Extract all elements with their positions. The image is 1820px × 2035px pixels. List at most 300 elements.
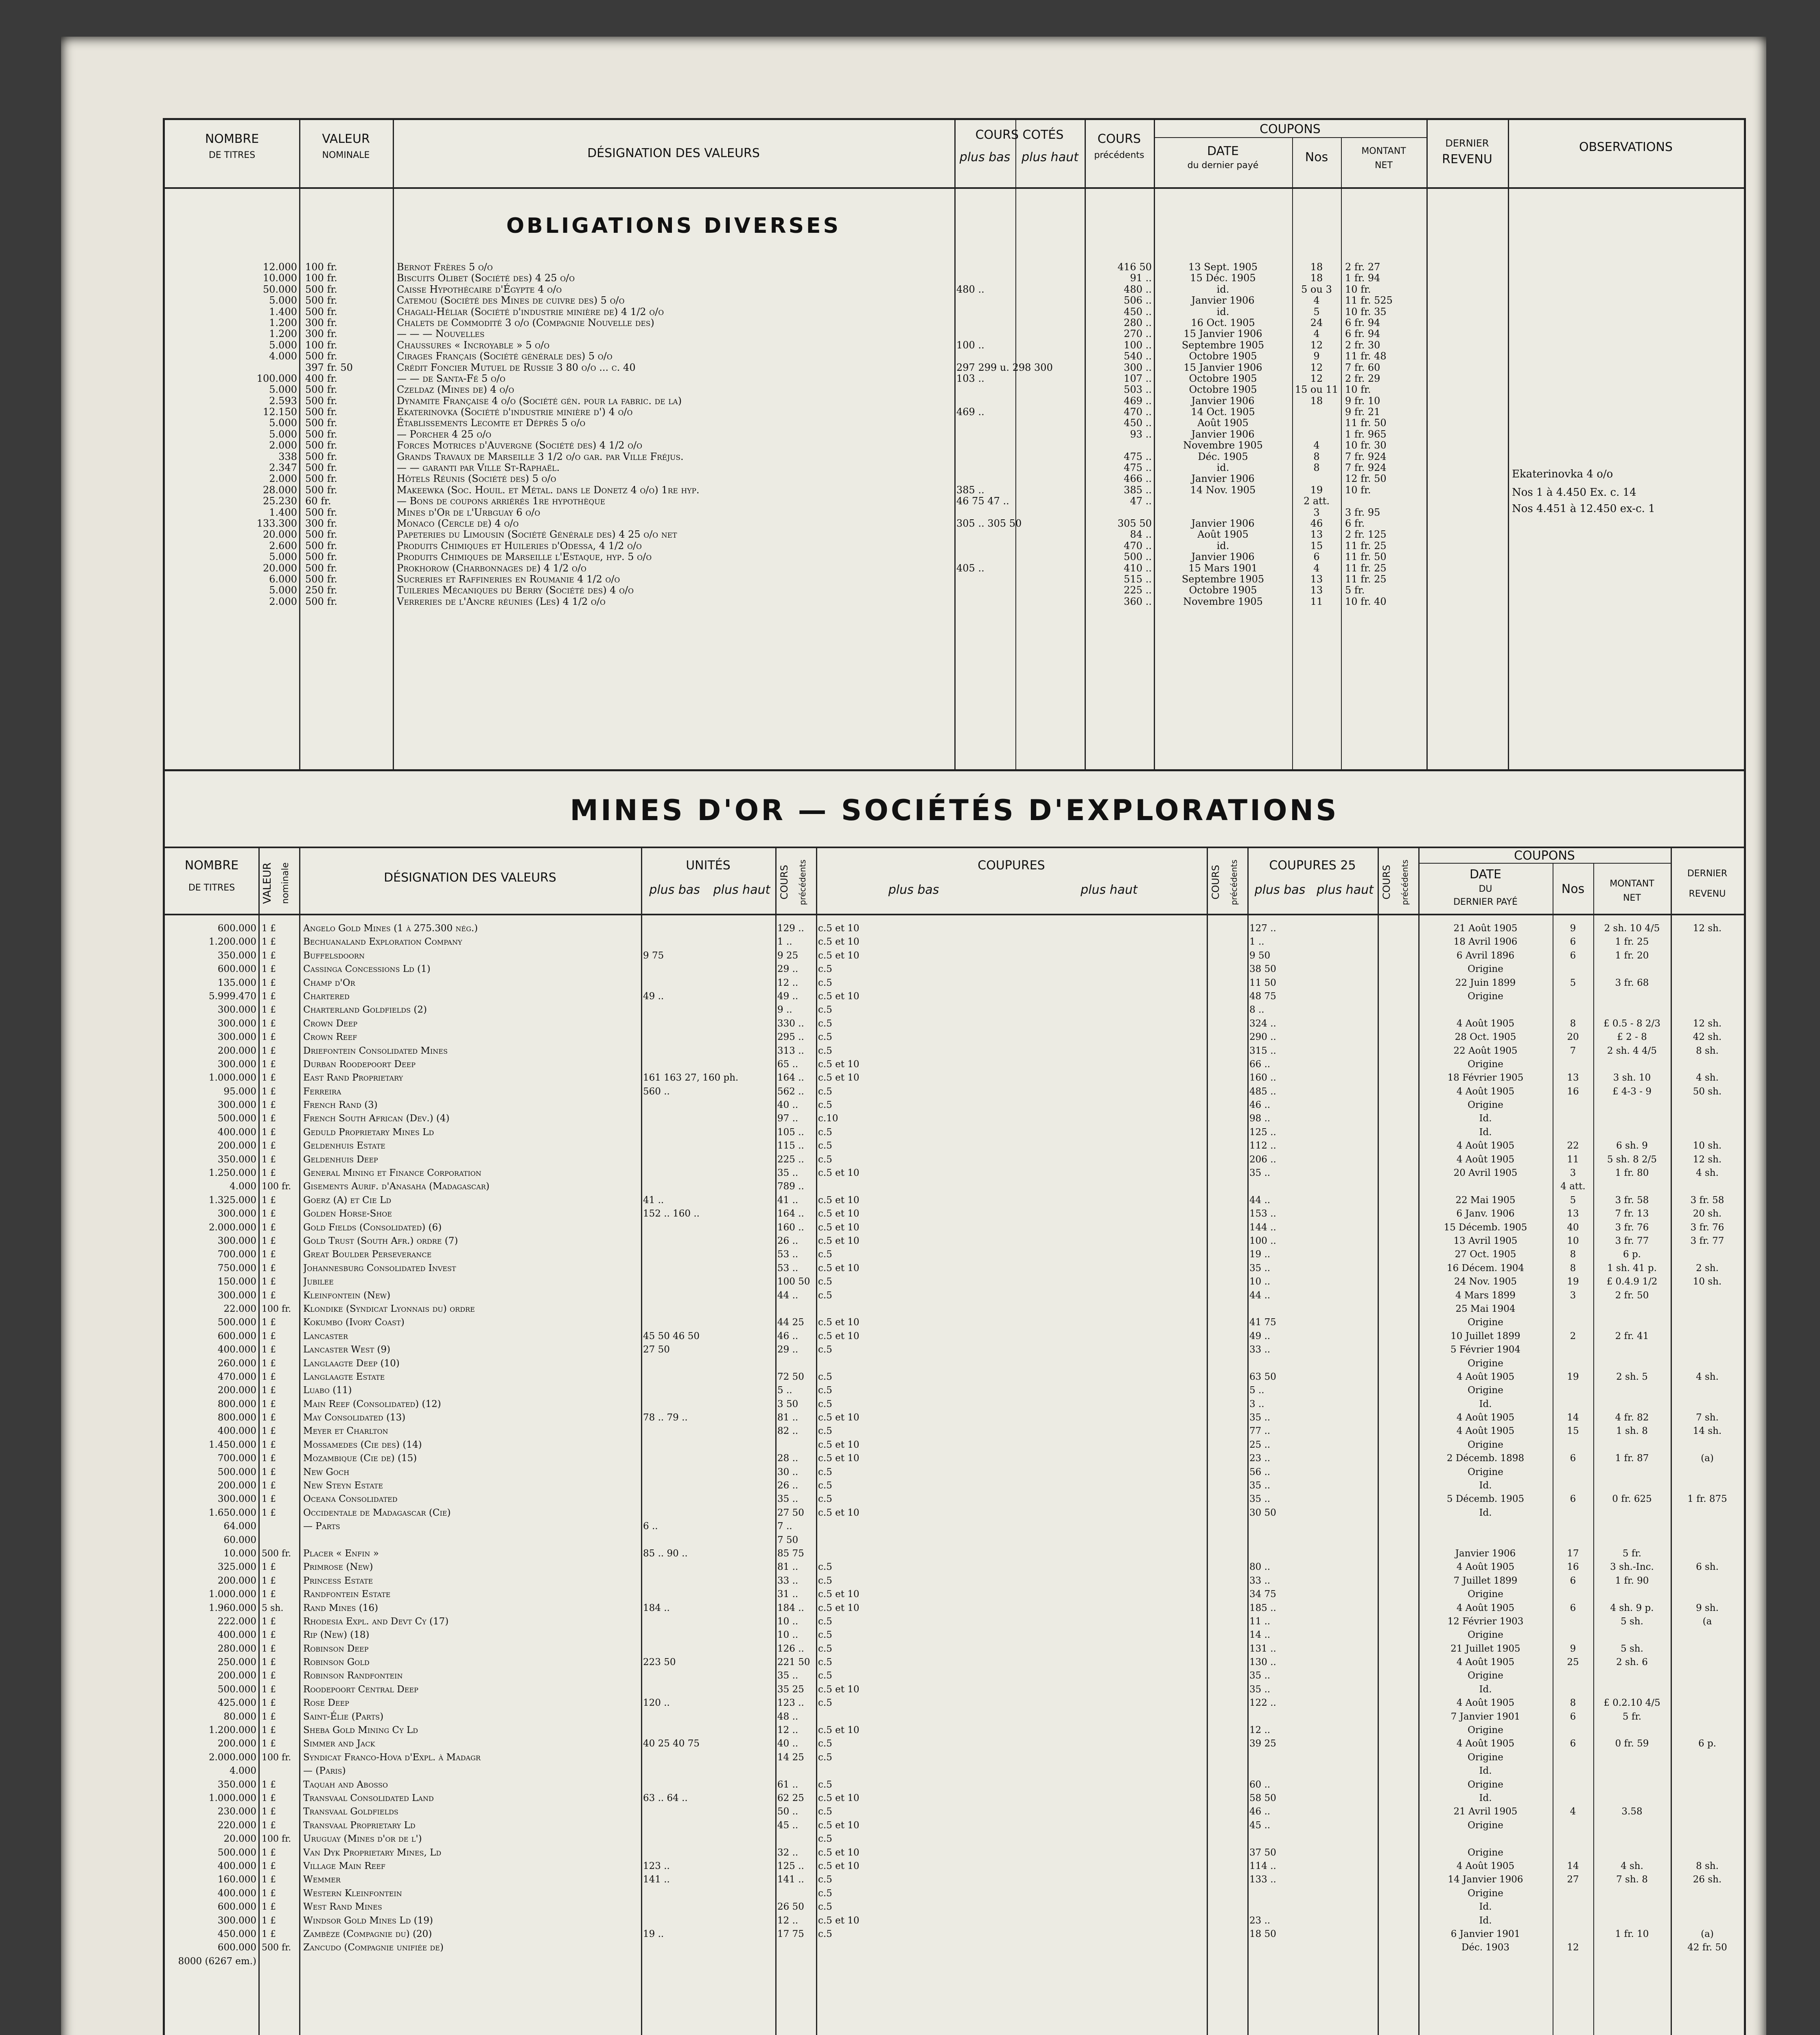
mines-coupon-no: 16 [1567,1086,1579,1097]
mines-coupures: c.5 [818,1480,832,1491]
mines-coupon-date: 22 Août 1905 [1453,1045,1518,1056]
mines-cours-precedent: 40 .. [777,1100,798,1111]
mines-designation: General Mining et Finance Corporation [303,1168,481,1179]
oblig-cours-precedent-column [1087,262,1152,607]
oblig-coupon-no: 15 [1310,540,1323,551]
mines-coupures-25: 49 .. [1249,1330,1271,1341]
oblig-cours-precedent: 466 .. [1124,473,1152,485]
mines-cours-precedent: 125 .. [777,1860,804,1871]
obs-ekaterinovka: Ekaterinovka 4 o/o [1512,468,1613,480]
mines-coupon-date: Origine [1468,1820,1503,1831]
mines-coupures-25: 46 .. [1249,1100,1271,1111]
mines-coupon-date [1420,1534,1551,1547]
mines-coupon-no [1555,1098,1591,1112]
mines-revenu: 12 sh. [1693,1154,1722,1165]
mines-cours-precedent: 48 .. [777,1711,798,1722]
oblig-cours-precedent: 270 .. [1124,328,1152,340]
mines-coupon-no [1555,1778,1591,1792]
mines-nombre: 10.000 [223,1548,256,1559]
mines-cours-precedent: 105 .. [777,1127,804,1138]
oblig-coupon-no: 4 [1313,295,1320,306]
mines-revenu: 20 sh. [1693,1208,1722,1219]
mines-coupures [818,1180,1205,1193]
mines-coupon-no [1555,1928,1591,1941]
oblig-coupon-date: Novembre 1905 [1183,595,1263,607]
mines-coupures-25: 315 .. [1249,1045,1276,1056]
oblig-coupon-no [1294,473,1339,484]
oblig-coupon-no [1294,407,1339,418]
mines-unites [643,1234,773,1248]
mines-unites [643,1466,773,1479]
oblig-valeur: 500 fr. [305,283,337,295]
oblig-coupon-date: id. [1216,306,1229,317]
mines-coupon-no [1555,1058,1591,1071]
mines-unites [643,1316,773,1329]
mines-designation: Great Boulder Perseverance [303,1249,432,1260]
oblig-nombre: 6.000 [269,573,297,585]
mines-designation: Langlaagte Deep (10) [303,1358,400,1369]
mines-designation: Driefontein Consolidated Mines [303,1045,448,1056]
mines-coupon-no: 40 [1567,1222,1579,1233]
mines-coupon-no [1555,1302,1591,1316]
mines-hdr-dernier: DERNIER [1687,869,1728,879]
oblig-coupon-montant: 10 fr. 40 [1345,595,1387,607]
mines-revenu [1673,1805,1742,1818]
mines-nombre-column [167,922,256,1968]
mines-unites [643,1357,773,1370]
mines-coupon-montant [1595,1343,1669,1357]
mines-coupon-date: Id. [1479,1902,1492,1912]
mines-coupon-montant [1595,1628,1669,1642]
mines-valeur: 1 £ [262,978,276,988]
mines-coupon-montant [1595,1479,1669,1492]
mines-revenu [1673,1003,1742,1017]
mines-cours-precedent: 29 .. [777,964,798,975]
oblig-cours-precedent: 450 .. [1124,417,1152,429]
mines-coupon-date: 6 Janv. 1906 [1456,1208,1515,1219]
mines-valeur: 1 £ [262,1114,276,1124]
mines-coupon-date: Id. [1479,1127,1492,1138]
mines-cours-precedent: 9 25 [777,950,798,961]
mines-coupures: c.5 [818,1344,832,1355]
cote-sheet [163,118,1746,2035]
mines-cours-precedent: 164 .. [777,1072,804,1083]
mines-revenu [1673,1574,1742,1588]
mines-coupures: c.5 et 10 [818,1412,860,1423]
oblig-designation: Catemou (Société des Mines de cuivre des) 5 o/o [397,295,625,306]
mines-revenu [1673,1398,1742,1411]
mines-revenu [1673,1900,1742,1914]
obs-ekaterinovka-2: Nos 4.451 à 12.450 ex-c. 1 [1512,503,1655,515]
mines-coupures-25: 160 .. [1249,1072,1276,1083]
oblig-valeur: 60 fr. [305,495,331,507]
mines-valeur: 100 fr. [262,1834,291,1845]
mines-designation: Western Kleinfontein [303,1888,402,1899]
mines-revenu: 12 sh. [1693,923,1722,934]
mines-revenu: 14 sh. [1693,1426,1722,1437]
mines-coupon-montant: 3 sh. 10 [1613,1072,1651,1083]
oblig-coupon-montant: 5 fr. [1345,584,1365,596]
mines-coupon-montant [1595,1302,1669,1316]
mines-coupon-date: Origine [1468,1317,1503,1328]
mines-revenu [1673,1534,1742,1547]
mines-coupures-25: 485 .. [1249,1086,1276,1097]
oblig-valeur: 397 fr. 50 [305,361,353,373]
mines-coupures: c.5 et 10 [818,1684,860,1695]
mines-nombre: 200.000 [217,1385,256,1396]
mines-revenu: 4 sh. [1696,1371,1719,1382]
oblig-cours-precedent: 480 .. [1124,283,1152,295]
oblig-valeur: 500 fr. [305,295,337,306]
mines-cours-precedent: 14 25 [777,1752,804,1763]
mines-coupures: c.5 et 10 [818,1847,860,1858]
mines-coupures: c.5 [818,1290,832,1301]
mines-nombre: 300.000 [217,1208,256,1219]
mines-unites [643,1846,773,1860]
hdr-coupons: COUPONS [1260,122,1321,136]
mines-valeur: 1 £ [262,1711,276,1722]
mines-coupon-no: 6 [1570,1711,1576,1722]
oblig-coupon-date [1156,507,1290,518]
mines-coupures-25: 46 .. [1249,1806,1271,1817]
oblig-nombre: 20.000 [263,529,297,540]
mines-designation: Village Main Reef [303,1860,386,1871]
mines-cours-precedent: 562 .. [777,1086,804,1097]
mines-designation: Geldenhuis Deep [303,1154,378,1165]
mines-valeur: 1 £ [262,1902,276,1912]
oblig-nombre: 5.000 [269,339,297,351]
mines-coupon-date: Origine [1468,1847,1503,1858]
mines-coupon-date: Origine [1468,1358,1503,1369]
mines-nombre: 1.250.000 [208,1168,256,1179]
mines-coupon-montant [1595,1316,1669,1329]
mines-hdr-precedents: précédents [798,859,807,905]
mines-coupures-25: 58 50 [1249,1793,1276,1803]
mines-coupures: c.5 [818,1928,832,1939]
mines-coupon-no [1555,1520,1591,1533]
mines-coupures-25: 1 .. [1249,937,1264,947]
oblig-cours-precedent: 503 .. [1124,384,1152,396]
mines-unites [643,922,773,935]
mines-nombre: 200.000 [217,1670,256,1681]
mines-designation: Angelo Gold Mines (1 à 275.300 nég.) [303,923,478,934]
mines-designation: Van Dyk Proprietary Mines, Ld [303,1847,442,1858]
oblig-designation: Sucreries et Raffineries en Roumanie 4 1/2 o/o [397,573,620,585]
oblig-designation: — — de Santa-Fé 5 o/o [397,372,505,384]
mines-section [165,773,1744,2035]
mines-coupures-25: 18 50 [1249,1928,1276,1939]
mines-coupon-montant [1595,1466,1669,1479]
mines-coupures-25: 63 50 [1249,1371,1276,1382]
mines-unites [643,1031,773,1044]
mines-coupures-25: 23 .. [1249,1915,1271,1926]
mines-valeur: 1 £ [262,1249,276,1260]
mines-nombre: 200.000 [217,1575,256,1586]
hdr-plus-bas: plus bas [959,150,1011,164]
mines-revenu [1673,1098,1742,1112]
mines-unites [643,1126,773,1139]
mines-coupures-25: 290 .. [1249,1032,1276,1043]
mines-coupon-montant: 6 p. [1623,1249,1641,1260]
mines-coupures-25: 125 .. [1249,1127,1276,1138]
mines-cours-precedent: 789 .. [777,1181,804,1192]
mines-unites: 49 .. [643,991,664,1002]
mines-designation: Wemmer [303,1874,341,1885]
mines-revenu [1673,1955,1742,1968]
mines-unites: 223 50 [643,1657,676,1668]
mines-cours-precedent: 126 .. [777,1643,804,1654]
mines-unites [643,1534,773,1547]
mines-coupon-date: 28 Oct. 1905 [1455,1032,1516,1043]
mines-coupures: c.5 [818,1018,832,1029]
mines-coupures: c.5 et 10 [818,950,860,961]
oblig-valeur: 500 fr. [305,406,337,418]
oblig-cours-cotes [956,273,1083,284]
mines-coupures-25: 35 .. [1249,1480,1271,1491]
oblig-coupon-no: 12 [1310,372,1323,384]
oblig-cours-precedent: 280 .. [1124,317,1152,328]
mines-coupon-montant: 2 fr. 41 [1615,1330,1649,1341]
oblig-designation: Ekaterinovka (Société d'industrie minière d') 4 o/o [397,406,633,418]
mines-cours-precedent: 225 .. [777,1154,804,1165]
mines-coupon-montant: 4 fr. 82 [1615,1412,1649,1423]
oblig-coupon-montant: 2 fr. 30 [1345,339,1380,351]
mines-coupures [818,1520,1205,1533]
mines-cours-precedent: 40 .. [777,1738,798,1749]
mines-designation: Occidentale de Madagascar (Cie) [303,1507,451,1518]
mines-coupures-25: 131 .. [1249,1643,1276,1654]
mines-valeur: 1 £ [262,1005,276,1015]
mines-nombre: 300.000 [217,1059,256,1070]
mines-nombre: 4.000 [230,1181,256,1192]
hdr-precedents: précédents [1094,150,1144,160]
mines-coupon-montant: 1 fr. 80 [1615,1168,1649,1179]
mines-unites: 152 .. 160 .. [643,1208,700,1219]
mines-cours-precedent [777,1438,814,1452]
mines-coupon-montant [1595,1887,1669,1900]
mines-coupon-montant [1595,1003,1669,1017]
mines-valeur: 1 £ [262,1508,276,1518]
oblig-designation: Dynamite Française 4 o/o (Société gén. pour la fabric. de la) [397,395,682,407]
mines-unites: 45 50 46 50 [643,1330,700,1341]
oblig-coupon-date: Janvier 1906 [1191,473,1255,485]
mines-cours-precedent: 184 .. [777,1602,804,1613]
oblig-coupon-montant: 1 fr. 94 [1345,272,1380,284]
oblig-designation: Établissements Lecomte et Déprès 5 o/o [397,417,586,429]
oblig-valeur: 300 fr. [305,517,337,529]
mines-revenu: 10 sh. [1693,1276,1722,1287]
mines-valeur: 1 £ [262,1100,276,1111]
mines-unites: 27 50 [643,1344,670,1355]
oblig-nombre: 20.000 [263,562,297,574]
oblig-coupon-date: 13 Sept. 1905 [1188,262,1258,273]
mines-unites [643,1112,773,1125]
oblig-designation: Forces Motrices d'Auvergne (Société des) 4 1/2 o/o [397,440,643,451]
mines-coupures: c.5 [818,1086,832,1097]
mines-revenu [1673,1357,1742,1370]
mines-revenu [1673,1887,1742,1900]
oblig-nombre: 2.000 [269,440,297,451]
oblig-cours-precedent: 100 .. [1124,339,1152,351]
oblig-valeur: 100 fr. [305,262,337,273]
mines-coupon-montant: 2 sh. 4 4/5 [1607,1045,1657,1056]
mines-coupon-montant: 5 fr. [1622,1548,1642,1559]
mines-hdr-plus-haut: plus haut [713,883,770,897]
oblig-cours-cotes [956,295,1083,306]
mines-coupures-25: 133 .. [1249,1874,1276,1885]
mines-cours-precedent: 49 .. [777,991,798,1002]
mines-coupon-date: 6 Janvier 1901 [1450,1928,1520,1939]
mines-coupures: c.5 [818,1494,832,1505]
mines-designation: Sheba Gold Mining Cy Ld [303,1725,418,1736]
mines-unites: 120 .. [643,1698,670,1709]
oblig-nombre: 12.150 [263,406,297,418]
mines-coupures-25: 114 .. [1249,1860,1276,1871]
mines-valeur: 1 £ [262,1385,276,1396]
oblig-designation: — Porcher 4 25 o/o [397,428,492,440]
oblig-coupon-no: 13 [1310,584,1323,596]
mines-nombre: 1.000.000 [208,1072,256,1083]
oblig-nombre: 1.400 [269,306,297,317]
mines-unites [643,1275,773,1289]
mines-coupon-date: 10 Juillet 1899 [1450,1330,1520,1341]
mines-valeur: 1 £ [262,1589,276,1600]
mines-cours-precedent [777,1941,814,1954]
mines-nombre: 300.000 [217,1032,256,1043]
oblig-valeur: 500 fr. [305,451,337,462]
mines-coupures: c.5 [818,1045,832,1056]
mines-coupon-montant: £ 4-3 - 9 [1612,1086,1652,1097]
mines-valeur [262,1520,298,1533]
oblig-coupon-date: 15 Janvier 1906 [1183,361,1262,373]
mines-coupon-montant: 4 sh. 9 p. [1610,1602,1654,1613]
mines-designation: Zambèze (Compagnie du) (20) [303,1928,432,1939]
mines-unites [643,1479,773,1492]
oblig-cours-precedent: 107 .. [1124,372,1152,384]
oblig-nombre: 5.000 [269,417,297,429]
oblig-coupon-no: 24 [1310,317,1323,328]
mines-coupures-25-column [1249,922,1376,1968]
oblig-coupon-montant: 6 fr. 94 [1345,328,1380,340]
mines-designation: Crown Reef [303,1032,357,1043]
mines-coupures-25: 45 .. [1249,1820,1271,1831]
mines-revenu [1673,1112,1742,1125]
mines-coupures-25: 185 .. [1249,1602,1276,1613]
oblig-cours-cotes [956,396,1083,407]
mines-valeur: 1 £ [262,1562,276,1573]
mines-unites: 9 75 [643,950,664,961]
oblig-valeur: 100 fr. [305,272,337,284]
oblig-coupon-no: 13 [1310,573,1323,585]
mines-nombre: 750.000 [217,1263,256,1274]
mines-valeur: 1 £ [262,1643,276,1654]
mines-coupures: c.5 [818,1698,832,1709]
mines-unites [643,1492,773,1506]
mines-coupon-montant: 7 fr. 13 [1615,1208,1649,1219]
mines-hdr-precedents-2: précédents [1229,859,1239,905]
mines-coupures: c.5 [818,1127,832,1138]
mines-title: MINES D'OR — SOCIÉTÉS D'EXPLORATIONS [570,794,1339,827]
mines-revenu: 2 sh. [1696,1263,1719,1274]
mines-coupon-no: 8 [1570,1263,1576,1274]
mines-coupures-25: 3 .. [1249,1398,1264,1409]
mines-revenu: 50 sh. [1693,1086,1722,1097]
mines-coupon-date: 18 Février 1905 [1447,1072,1524,1083]
mines-coupon-montant [1595,1778,1669,1792]
mines-nombre: 470.000 [217,1371,256,1382]
mines-valeur-column [262,922,298,1968]
oblig-designation: Papeteries du Limousin (Société Générale des) 4 25 o/o net [397,529,677,540]
mines-coupon-montant [1595,1683,1669,1696]
mines-cours-precedent: 35 .. [777,1670,798,1681]
mines-coupon-no: 19 [1567,1371,1579,1382]
mines-unites [643,1370,773,1384]
mines-cours-precedent: 50 .. [777,1806,798,1817]
mines-revenu [1673,1778,1742,1792]
mines-nombre: 400.000 [217,1344,256,1355]
mines-valeur: 1 £ [262,1929,276,1939]
mines-nombre: 400.000 [217,1127,256,1138]
mines-coupon-montant [1595,1819,1669,1832]
mines-valeur: 1 £ [262,1481,276,1491]
oblig-cours-cotes [956,574,1083,585]
mines-coupon-montant: 1 sh. 41 p. [1607,1263,1657,1274]
mines-hdr-net: NET [1623,893,1641,903]
mines-coupures-25 [1249,1180,1376,1193]
mines-cours-precedent: 62 25 [777,1793,804,1803]
mines-coupures [818,1534,1205,1547]
mines-designation: Zancudo (Compagnie unifiée de) [303,1942,444,1953]
oblig-coupon-no: 11 [1310,595,1323,607]
mines-hdr-nos: Nos [1561,882,1585,896]
mines-unites: 123 .. [643,1860,670,1871]
mines-unites [643,1941,773,1954]
mines-coupon-no: 7 [1570,1045,1576,1056]
mines-nombre: 300.000 [217,1018,256,1029]
mines-coupures-25: 11 50 [1249,977,1276,988]
mines-coupures-25 [1249,1534,1376,1547]
mines-coupon-montant: 5 fr. [1622,1711,1642,1722]
hdr-dernier: DERNIER [1445,138,1489,149]
hdr-designation: DÉSIGNATION DES VALEURS [587,146,760,160]
oblig-designation: Mines d'Or de l'Urbguay 6 o/o [397,506,540,518]
mines-coupures: c.5 et 10 [818,1222,860,1233]
mines-coupon-date: 18 Avril 1906 [1453,937,1518,947]
mines-coupon-date: Origine [1468,1589,1503,1600]
mines-cours-precedent: 29 .. [777,1344,798,1355]
mines-coupures: c.5 et 10 [818,1235,860,1246]
hdr-cours-cotes: COURS COTÉS [975,128,1064,142]
mines-unites: 560 .. [643,1086,670,1097]
mines-revenu [1673,1058,1742,1071]
mines-revenu: 1 fr. 875 [1687,1494,1727,1505]
mines-unites [643,1221,773,1234]
oblig-nombre: 28.000 [263,484,297,496]
mines-nombre: 22.000 [223,1303,256,1314]
oblig-coupon-montant: 3 fr. 95 [1345,506,1380,518]
mines-coupon-montant: 5 sh. 8 2/5 [1607,1154,1657,1165]
oblig-valeur: 500 fr. [305,573,337,585]
mines-hdr-valeur: VALEUR [261,862,273,904]
mines-coupures: c.10 [818,1113,838,1124]
mines-designation: Goerz (A) et Cie Ld [303,1195,392,1206]
mines-unites [643,1424,773,1438]
mines-designation: East Rand Proprietary [303,1072,403,1083]
oblig-designation: Czeldaz (Mines de) 4 o/o [397,384,514,396]
mines-coupon-montant [1595,1357,1669,1370]
mines-coupures: c.5 [818,1738,832,1749]
mines-coupon-no: 10 [1567,1235,1579,1246]
